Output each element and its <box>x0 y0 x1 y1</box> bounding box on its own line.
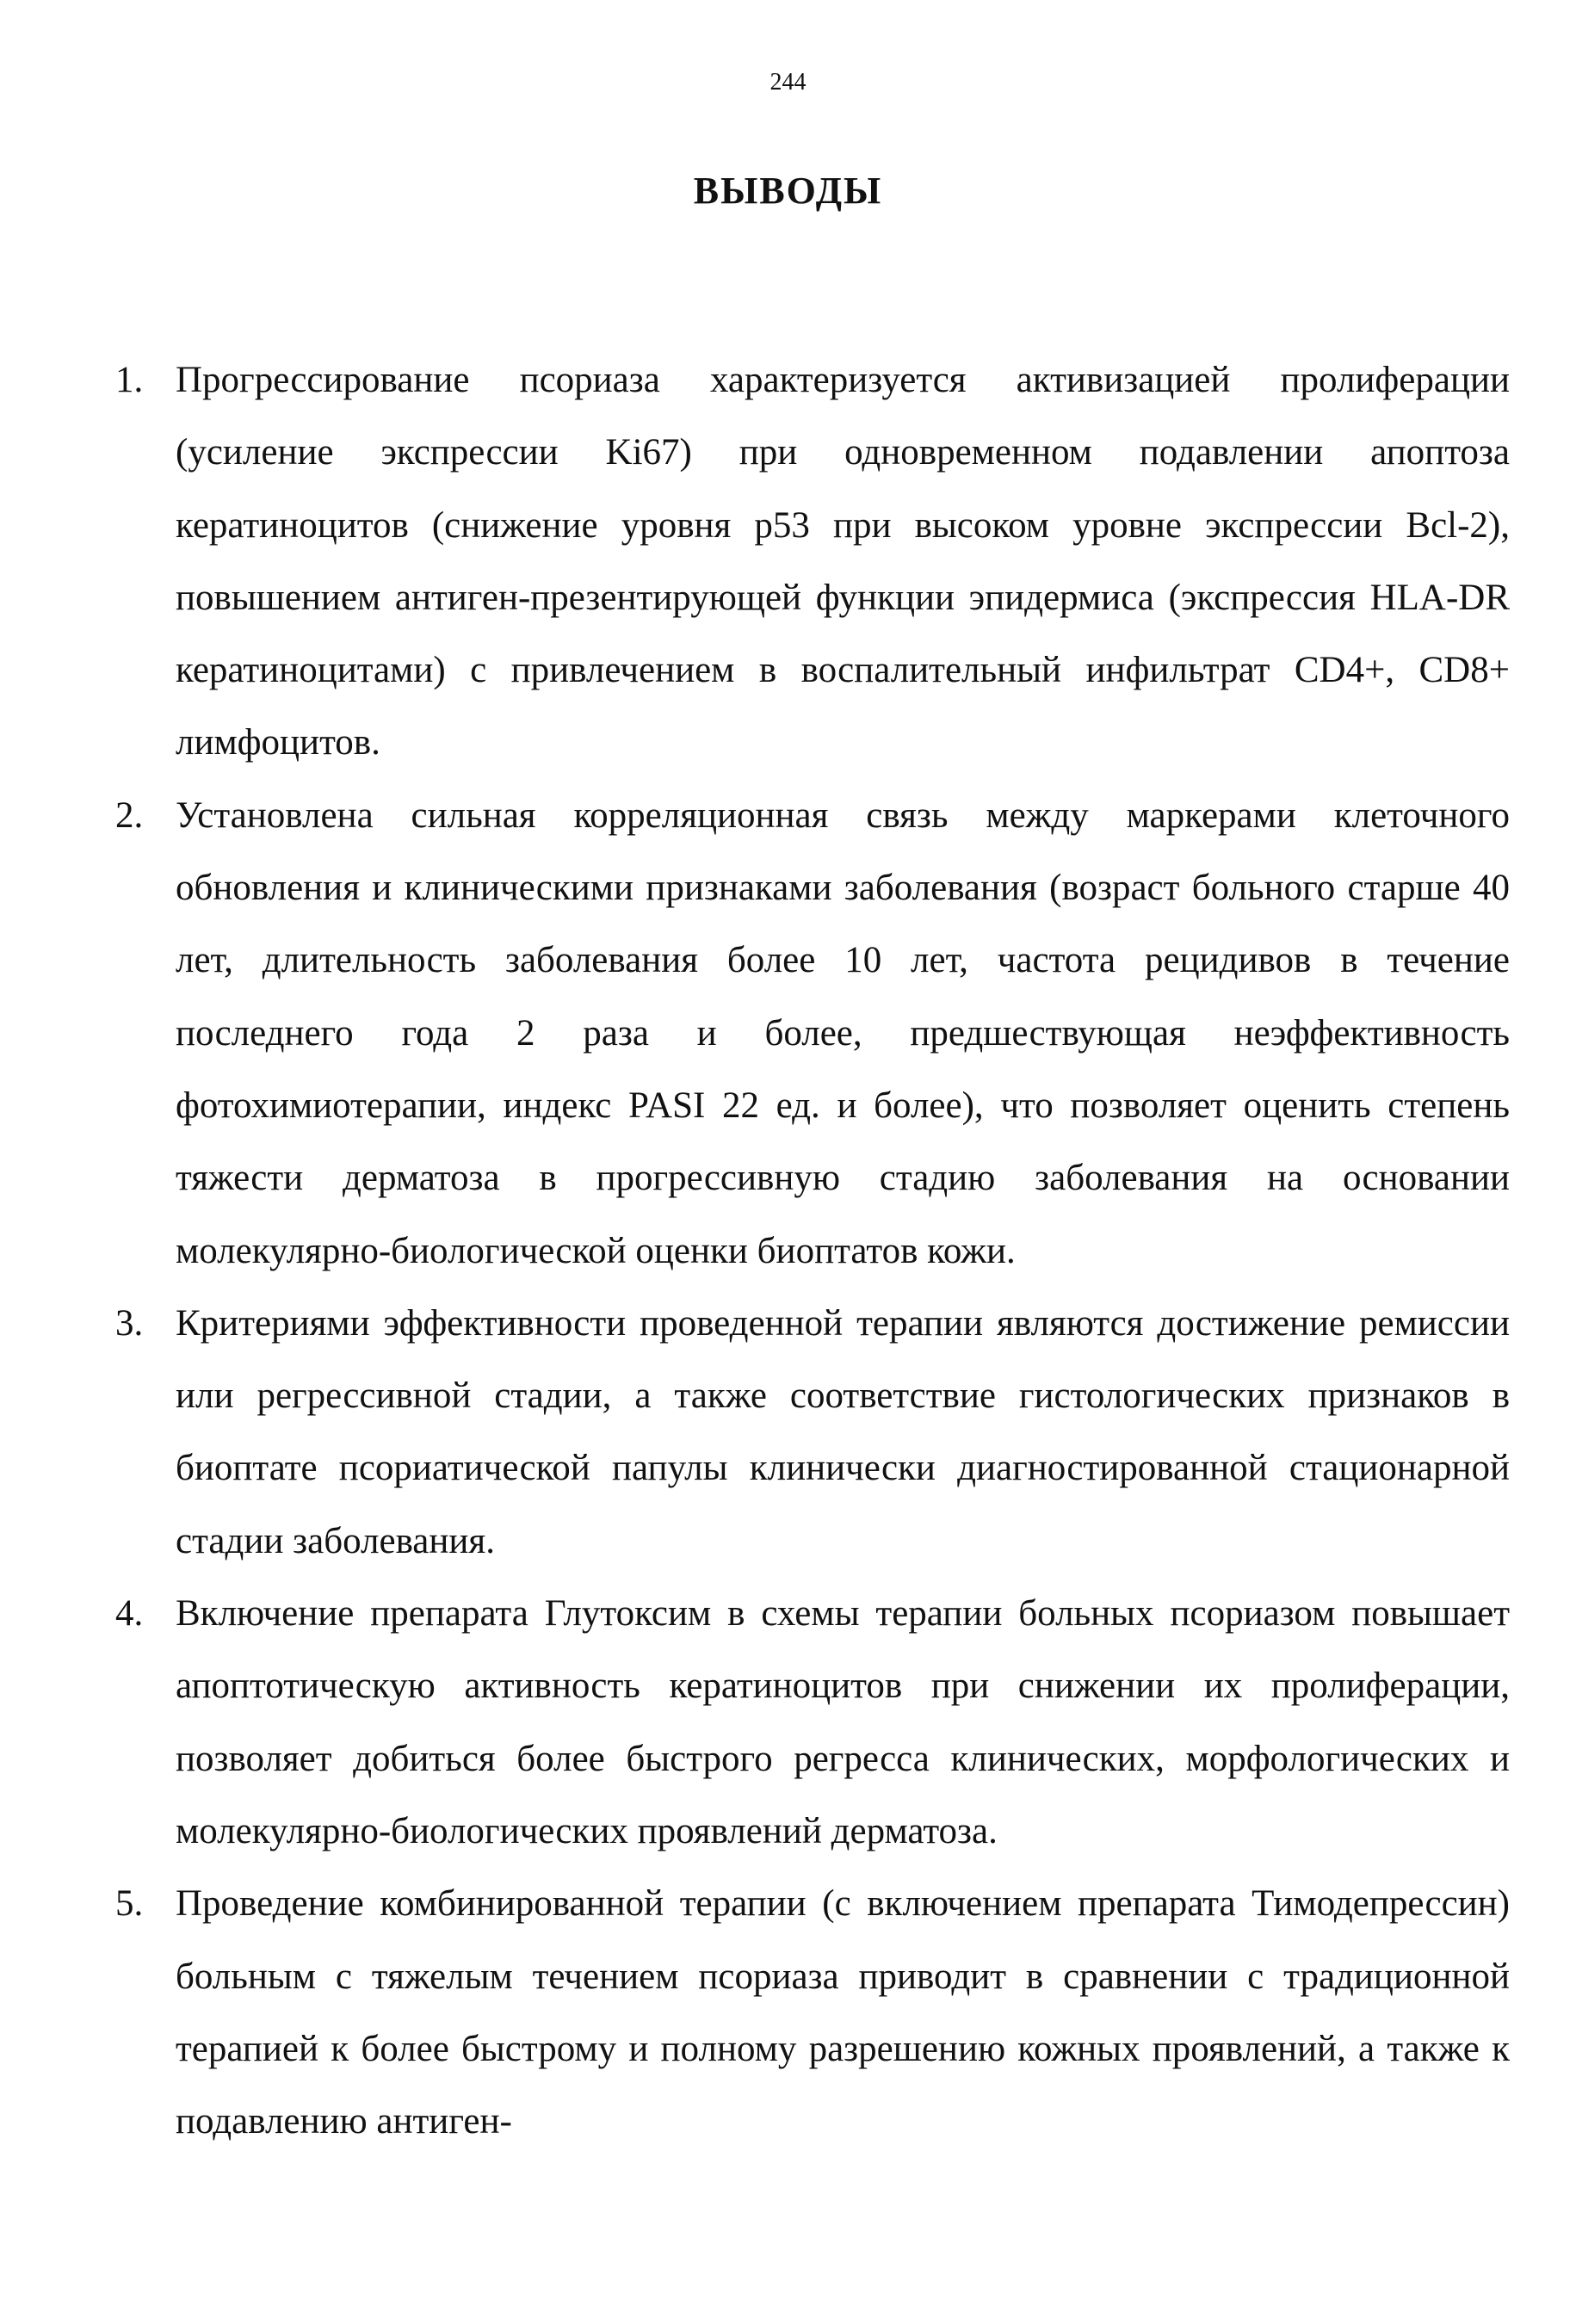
conclusion-item <box>115 344 1510 780</box>
conclusion-item <box>115 1578 1510 1868</box>
conclusion-item <box>115 1868 1510 2158</box>
conclusion-number: 5. <box>115 1883 144 1925</box>
conclusion-text: Прогрессирование псориаза характеризуется активизацией пролиферации (усиление экспрессии Ki67) при одновременном подавлении апоптоза кератиноцитов (снижение уровня p53 при высоком уровне экспрессии Bcl-2), повышением антиген-презентирующей функции эпидермиса (экспрессия HLA-DR кератиноцитами) с привлечением в воспалительный инфильтрат CD4+, CD8+ лимфоцитов. <box>176 360 1510 763</box>
conclusion-text: Проведение комбинированной терапии (с включением препарата Тимодепрессин) больным с тяжелым течением псориаза приводит в сравнении с традиционной терапией к более быстрому и полному разрешению кожных проявлений, а также к подавлению антиген- <box>176 1883 1510 2142</box>
page-number: 244 <box>769 69 807 96</box>
conclusion-text: Критериями эффективности проведенной терапии являются достижение ремиссии или регрессивной стадии, а также соответствие гистологических признаков в биоптате псориатической папулы клинически диагностированной стационарной стадии заболевания. <box>176 1302 1510 1561</box>
conclusion-item <box>115 1288 1510 1578</box>
conclusion-item <box>115 780 1510 1288</box>
conclusions-list <box>115 344 1510 2158</box>
conclusion-text: Включение препарата Глутоксим в схемы терапии больных псориазом повышает апоптотическую активность кератиноцитов при снижении их пролиферации, позволяет добиться более быстрого регресса клинических, морфологических и молекулярно-биологических проявлений дерматоза. <box>176 1593 1510 1851</box>
conclusion-number: 3. <box>115 1302 144 1344</box>
conclusion-number: 1. <box>115 360 144 400</box>
conclusion-text: Установлена сильная корреляционная связь между маркерами клеточного обновления и клиническими признаками заболевания (возраст больного старше 40 лет, длительность заболевания более 10 лет, частота рецидивов в течение последнего года 2 раза и более, предшествующая неэффективность фотохимиотерапии, индекс PASI 22 ед. и более), что позволяет оценить степень тяжести дерматоза в прогрессивную стадию заболевания на основании молекулярно-биологической оценки биоптатов кожи. <box>176 794 1510 1271</box>
conclusion-number: 2. <box>115 794 144 836</box>
page-title: ВЫВОДЫ <box>693 170 883 212</box>
conclusion-number: 4. <box>115 1593 144 1635</box>
